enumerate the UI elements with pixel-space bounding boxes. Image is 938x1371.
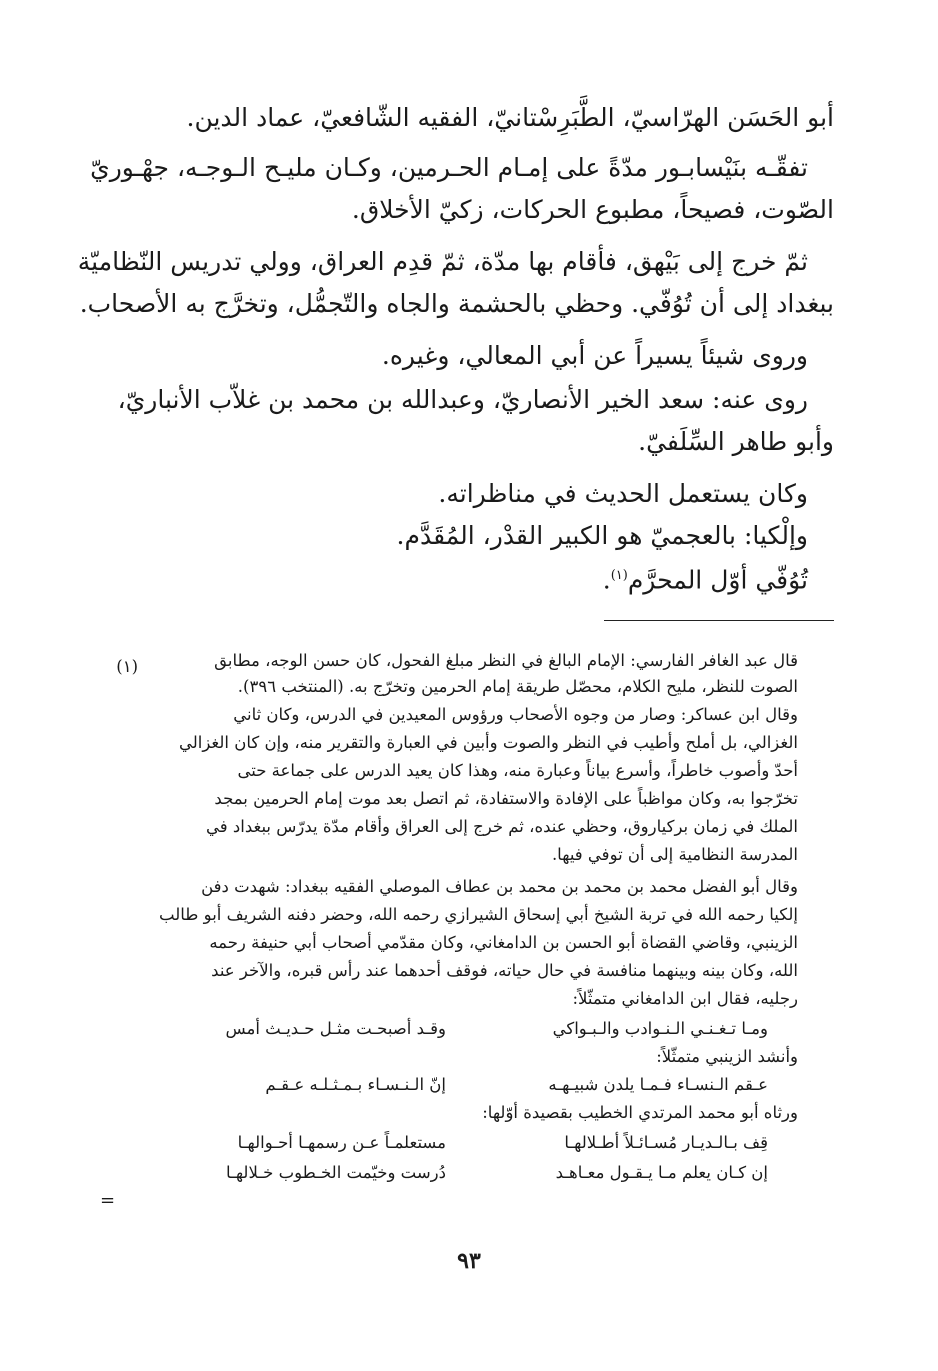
footnote-line: الغزالي، بل أملح وأطيب في النظر والصوت وأبين في العبارة والتقرير منه، وإن كان الغزالي: [178, 733, 798, 752]
main-line: تفقّـه بنَيْسابـور مدّةً على إمـام الحـرمين، وكـان مليـح الـوجـه، جهْـوريّ: [90, 153, 808, 182]
verse-hemistich: وقـد أصبحـت مثـل حـديـث أمس: [225, 1019, 446, 1038]
footnote-line: الملك في زمان بركياروق، وحظي عنده، ثم خرج إلى العراق وأقام مدّة يدرّس ببغداد في: [206, 817, 798, 836]
page-number: ٩٣: [457, 1248, 481, 1274]
verse-hemistich: ومـا تـغـنـي الـنـوادب والـبـواكي: [552, 1019, 768, 1038]
verse-hemistich: دُرست وخيّمت الخـطوب خـلالهـا: [225, 1163, 446, 1182]
continuation-mark: =: [100, 1190, 116, 1211]
main-line: الصّوت، فصيحاً، مطبوع الحركات، زكيّ الأخلاق.: [351, 195, 834, 224]
footnote-ref[interactable]: (١): [610, 568, 628, 583]
footnote-separator: [604, 620, 834, 621]
verse-hemistich: إن كـان يعلم مـا يـقـول معـاهـد: [555, 1163, 768, 1182]
footnote-line: وقال أبو الفضل محمد بن محمد بن محمد بن عطاف الموصلي الفقيه ببغداد: شهدت دفن: [201, 877, 798, 896]
main-line: وإلْكيا: بالعجميّ هو الكبير القدْر، المُقَدَّم.: [396, 521, 808, 550]
verse-hemistich: قِف بـالـديـار مُسـائـلاً أطـلالهـا: [564, 1133, 768, 1152]
footnote-line: رجليه، فقال ابن الدامغاني متمثّلاً:: [572, 989, 798, 1008]
footnote-line: وقال ابن عساكر: وصار من وجوه الأصحاب ورؤوس المعيدين في الدرس، وكان ثاني: [233, 705, 798, 724]
main-line: ثمّ خرج إلى بَيْهق، فأقام بها مدّة، ثمّ قدِم العراق، وولي تدريس النّظاميّة: [77, 247, 808, 276]
main-line: وأبو طاهر السِّلَفيّ.: [638, 427, 834, 456]
verse-hemistich: إنّ الـنـسـاء بـمـثـلـه عـقـم: [265, 1075, 446, 1094]
main-line: تُوُفّي أوّل المحرَّم$^{(١)}$.: [602, 565, 808, 595]
footnote-line: أحدّ وأصوب خاطراً، وأسرع بياناً وعبارة منه، وهذا كان يعيد الدرس على جماعة حتى: [237, 761, 798, 780]
footnote-line: الصوت للنظر، مليح الكلام، محصّل طريقة إمام الحرمين وتخرّج به. (المنتخب ٣٩٦).: [237, 677, 798, 696]
footnote-line: إلكيا رحمه الله في تربة الشيخ أبي إسحاق الشيرازي رحمه الله، وحضر دفنه الشريف أبو طالب: [159, 905, 798, 924]
footnote-number: (١): [116, 657, 138, 676]
footnote-line: وأنشد الزينبي متمثّلاً:: [656, 1047, 798, 1066]
main-line: وروى شيئاً يسيراً عن أبي المعالي، وغيره.: [381, 341, 808, 370]
verse-hemistich: عـقم الـنسـاء فـمـا يلدن شبيـهـه: [548, 1075, 768, 1094]
footnote-line: ورثاه أبو محمد المرتدي الخطيب بقصيدة أوّلها:: [482, 1103, 798, 1122]
footnote-line: المدرسة النظامية إلى أن توفي فيها.: [551, 845, 798, 864]
footnote-line: تخرّجوا به، وكان مواظباً على الإفادة والاستفادة، ثم اتصل بعد موت إمام الحرمين بمجد: [214, 789, 798, 808]
footnote-line: الله، وكان بينه وبينهما منافسة في حال حياته، فوقف أحدهما عند رأس قبره، والآخر عند: [211, 961, 798, 980]
footnote-line: الزينبي، وقاضي القضاة أبو الحسن بن الدامغاني، وكان مقدّمي أصحاب أبي حنيفة رحمه: [209, 933, 798, 952]
footnote-line: قال عبد الغافر الفارسي: الإمام البالغ في النظر مبلغ الفحول، كان حسن الوجه، مطابق: [214, 651, 798, 670]
main-line: ببغداد إلى أن تُوُفّي. وحظي بالحشمة والجاه والتّجمُّل، وتخرَّج به الأصحاب.: [79, 289, 834, 318]
main-line: روى عنه: سعد الخير الأنصاريّ، وعبدالله بن محمد بن غلاّب الأنباريّ،: [117, 385, 808, 414]
main-line: وكان يستعمل الحديث في مناظراته.: [438, 479, 808, 508]
verse-hemistich: مستعلمـاً عـن رسمهـا أحـوالهـا: [237, 1133, 446, 1152]
main-line: أبو الحَسَن الهرّاسيّ، الطَّبَرِسْتانيّ، الفقيه الشّافعيّ، عماد الدين.: [186, 103, 834, 132]
